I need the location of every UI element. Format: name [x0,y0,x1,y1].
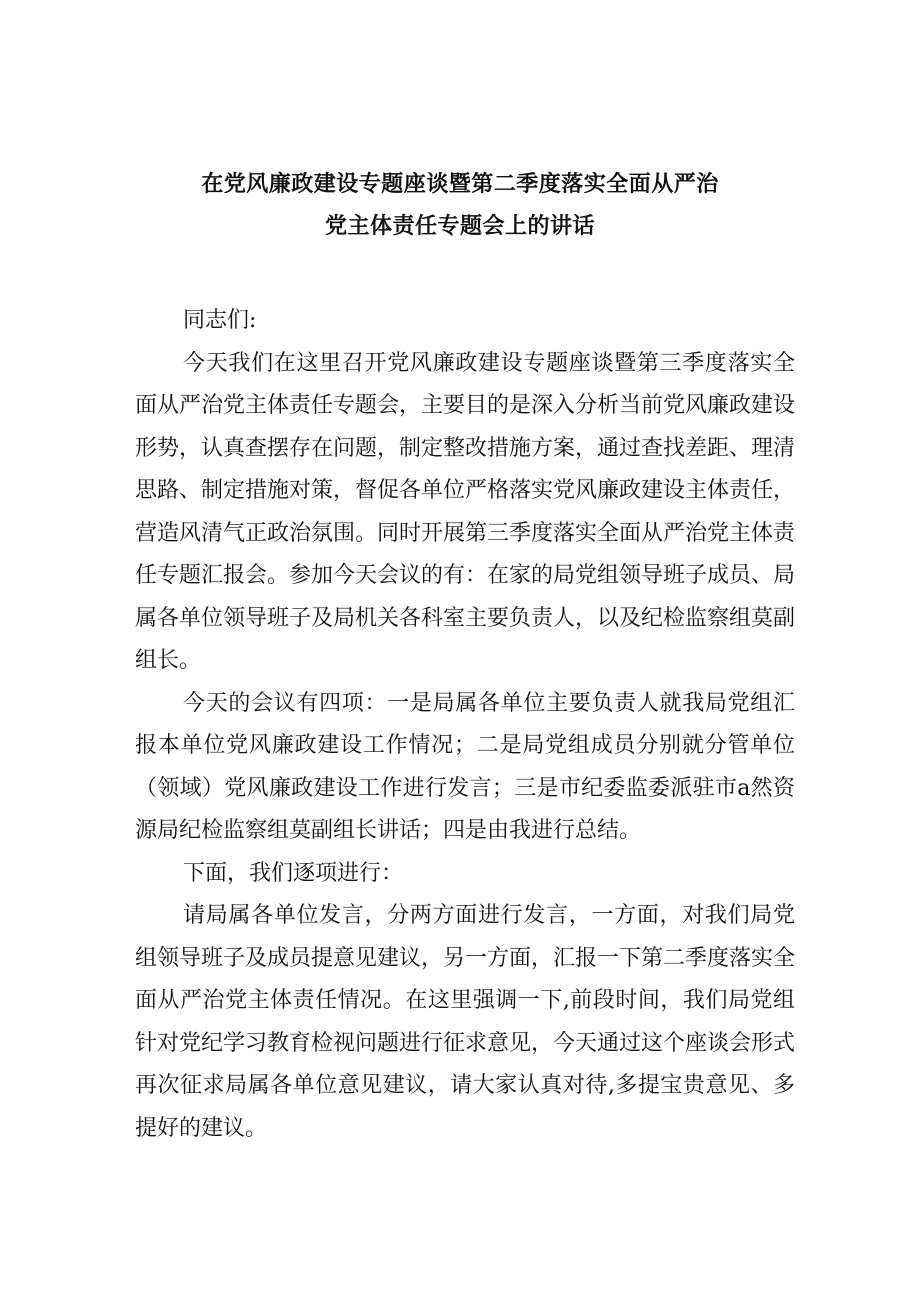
document-title-line-1: 在党风廉政建设专题座谈暨第二季度落实全面从严治 [201,172,719,197]
paragraph-3: 下面，我们逐项进行： [183,860,404,886]
document-body [135,300,795,1150]
paragraph-1: 今天我们在这里召开党风廉政建设专题座谈暨第三季度落实全面从严治党主体责任专题会，主要目的是深入分析当前党风廉政建设形势，认真查摆存在问题，制定整改措施方案，通过查找差距、理清思路、制定措施对策，督促各单位严格落实党风廉政建设主体责任，营造风清气正政治氛围。同时开展第三季度落实全面从严治党主体责任专题汇报会。参加今天会议的有：在家的局党组领导班子成员、局属各单位领导班子及局机关各科室主要负责人，以及纪检监察组莫副组长。 [135,350,796,673]
paragraph-4: 请局属各单位发言，分两方面进行发言，一方面，对我们局党组领导班子及成员提意见建议，另一方面，汇报一下第二季度落实全面从严治党主体责任情况。在这里强调一下,前段时间，我们局党组针对党纪学习教育检视问题进行征求意见，今天通过这个座谈会形式再次征求局属各单位意见建议，请大家认真对待,多提宝贵意见、多提好的建议。 [135,903,796,1141]
document-title-line-2: 党主体责任专题会上的讲话 [324,214,595,239]
paragraph-2: 今天的会议有四项：一是局属各单位主要负责人就我局党组汇报本单位党风廉政建设工作情况；二是局党组成员分别就分管单位（领域）党风廉政建设工作进行发言；三是市纪委监委派驻市a然资源局纪检监察组莫副组长讲话；四是由我进行总结。 [135,690,795,843]
salutation: 同志们: [183,308,257,333]
